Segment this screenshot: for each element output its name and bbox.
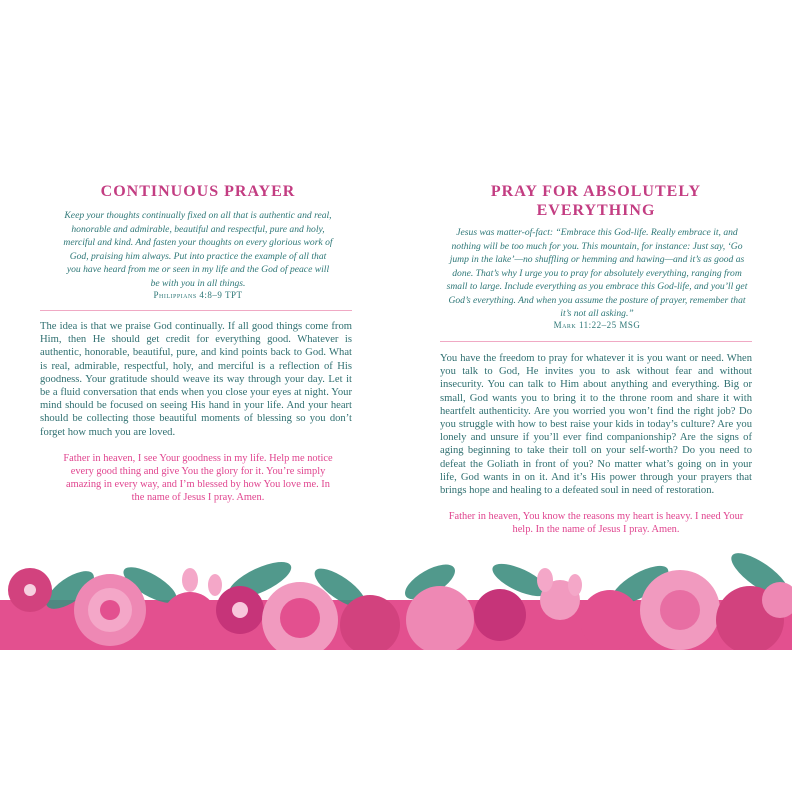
- scripture-quote: Jesus was matter-of-fact: “Embrace this God-life. Really embrace it, and nothing will be too much for you. This mountain, for instance: Just say, ‘Go jump in the lake’—no shuffling or hemming and hawing—and it’s as good as done. That’s why I urge you to pray for absolutely everything, ranging from small to large. Include everything as you embrace this God-life, and you’ll get God’s everything. And when you assume the posture of prayer, remember that it’s not all asking.”: [446, 227, 748, 319]
- divider-rule: [40, 310, 352, 311]
- scripture-quote: Keep your thoughts continually fixed on all that is authentic and real, honorable and admirable, beautiful and respectful, pure and holy, merciful and kind. And fasten your thoughts on every glorious work of God, praising him always. Put into practice the example of all that you have heard from me or seen in my life and the God of peace will be with you in all things.: [63, 210, 333, 289]
- page-title: PRAY FOR ABSOLUTELY EVERYTHING: [490, 183, 702, 219]
- prayer-text: Father in heaven, I see Your goodness in my life. Help me notice every good thing and give You the glory for it. You’re simply amazing in every way, and I’m blessed by how You love me. In the name of Jesus I pray. Amen.: [63, 453, 333, 503]
- prayer-text: Father in heaven, You know the reasons my heart is heavy. I need Your help. In the name of Jesus I pray. Amen.: [448, 511, 744, 535]
- pink-flower-border: [0, 540, 792, 650]
- devotional-body: The idea is that we praise God continually. If all good things come from Him, then He should get credit for everything good. Whatever is authentic, honorable, beautiful, pure, and kind points back to God. What is real, admirable, respectful, holy, and merciful is a reflection of His goodness. Your gratitude should weave its way through your day. Let it be a fluid conversation that ends when you close your eyes at night. Your mind should be focused on seeing His hand in your life. And your heart should be collecting those beautiful moments of blessing so you don’t forget how much you are loved.: [40, 321, 352, 438]
- right-page: [396, 0, 792, 792]
- page-title: CONTINUOUS PRAYER: [100, 183, 296, 200]
- scripture-reference: Philippians 4:8–9 TPT: [153, 290, 243, 300]
- divider-rule: [440, 341, 752, 342]
- scripture-reference: Mark 11:22–25 MSG: [553, 320, 641, 330]
- devotional-body: You have the freedom to pray for whatever it is you want or need. When you talk to God, He invites you to ask without fear and without insecurity. You can talk to Him about anything and everything. Big or small, God wants you to bring it to the throne room and share it with heartfelt authenticity. Are you worried you won’t find the right job? Do you struggle with how to best raise your kids in today’s culture? Are you lonely and unsure if you’ll ever find companionship? Are the signs of aging beginning to take their toll on your self-worth? Do you need to defeat the Goliath in front of you? No matter what’s going on in your life, God wants in on it. And it’s His power through your prayers that brings hope and healing to a defeated soul in need of restoration.: [440, 353, 752, 497]
